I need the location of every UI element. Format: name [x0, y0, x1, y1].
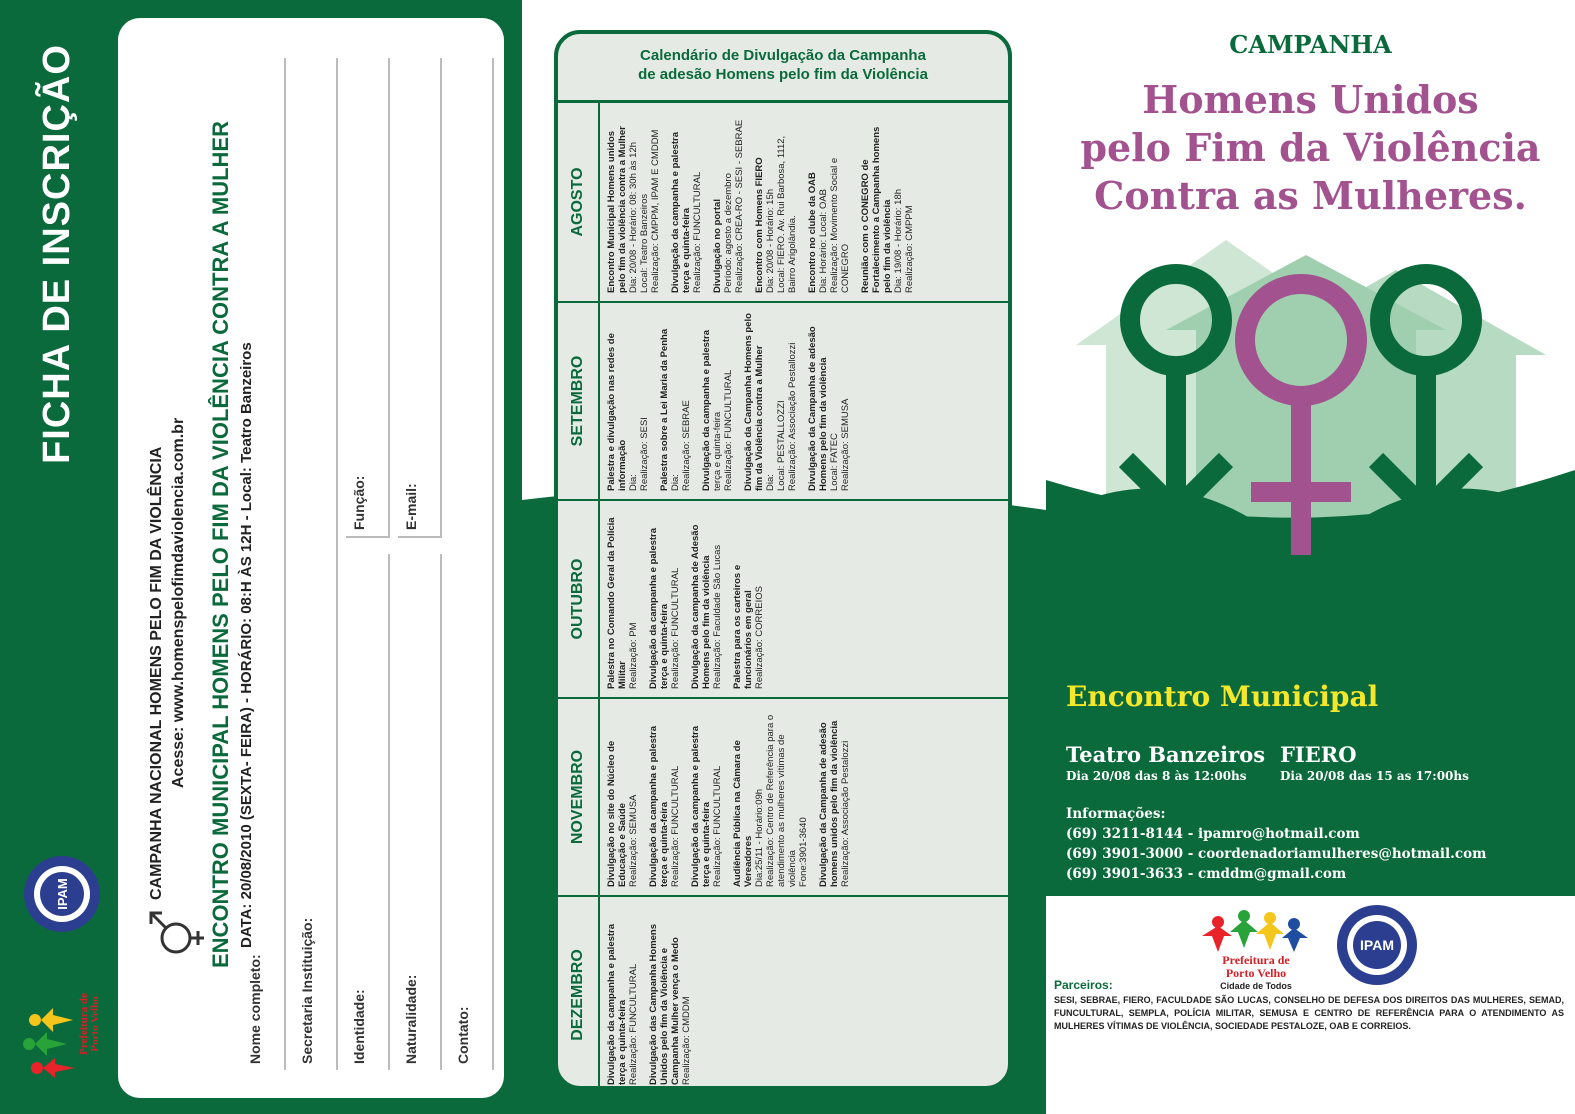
field-secretaria-label: Secretaria Instituição: [299, 917, 315, 1064]
field-naturalidade[interactable] [398, 554, 442, 1070]
event-detail: Dia:25/11 - Horário:09h [754, 788, 765, 887]
event-detail: Realização: Centro de Referência para o atendimento as mulheres vítimas de violência [765, 714, 798, 887]
venue-teatro-date: Dia 20/08 das 8 às 12:00hs [1066, 769, 1247, 783]
site-line: Acesse: www.homenspelofimdaviolencia.com.br [170, 417, 187, 788]
calendar-panel [522, 0, 1046, 1114]
venus-mars-icon [142, 904, 206, 968]
svg-text:IPAM: IPAM [55, 878, 70, 910]
calendar-event [743, 311, 798, 491]
event-detail: Realização: Associação Pestalozzi [840, 740, 851, 887]
event-title: Divulgação da campanha e palestra terça e quinta-feira [606, 923, 628, 1085]
registration-form-panel [0, 0, 522, 1114]
event-title: Divulgação da Campanha de adesão homens unidos pelo fim da violência [818, 720, 840, 887]
venue-fiero-name: FIERO [1280, 742, 1357, 767]
field-nome-label: Nome completo: [247, 954, 263, 1064]
field-identidade-label: Identidade: [351, 989, 367, 1064]
event-heading: Encontro Municipal [1066, 680, 1379, 713]
calendar-event [606, 905, 639, 1085]
venue-fiero-date: Dia 20/08 das 15 as 17:00hs [1280, 769, 1469, 783]
event-title: Divulgação da campanha e palestra [701, 329, 712, 491]
form-card [118, 18, 504, 1098]
event-title: Encontro no clube da OAB [807, 172, 818, 293]
calendar-title [558, 34, 1008, 100]
field-email[interactable] [398, 58, 442, 538]
campaign-line: CAMPANHA NACIONAL HOMENS PELO FIM DA VIOLÊNCIA [148, 446, 165, 900]
calendar-month-novembro [558, 697, 1008, 895]
event-detail: Realização: FUNCULTURAL [692, 171, 703, 293]
event-detail: Período: agosto a dezembro [723, 173, 734, 293]
event-detail: Realização: Faculdade São Lucas [712, 544, 723, 689]
event-detail: Dia: 19/08 - Horário: 18h [893, 188, 904, 293]
calendar-grid [558, 103, 1008, 1090]
calendar-event [659, 311, 692, 491]
field-identidade[interactable] [346, 554, 390, 1070]
calendar-month-dezembro [558, 895, 1008, 1090]
event-detail: Realização: CMDDM [681, 996, 692, 1085]
prefeitura-logo [15, 964, 105, 1084]
month-header: SETEMBRO [558, 303, 600, 499]
event-detail: Realização: FUNCULTURAL [670, 765, 681, 887]
calendar-event [606, 707, 639, 887]
month-header: DEZEMBRO [558, 897, 600, 1090]
partners-box [1046, 896, 1575, 1030]
month-events [600, 897, 707, 1090]
contact-line-3: (69) 3901-3633 - cmddm@gmail.com [1066, 866, 1347, 882]
field-secretaria[interactable] [294, 58, 338, 1070]
calendar-event [732, 707, 809, 887]
partners-title: Parceiros: [1054, 978, 1113, 992]
calendar-event [712, 111, 745, 293]
month-events [600, 303, 866, 499]
field-contato-label: Contato: [455, 1006, 471, 1064]
calendar-event [606, 311, 650, 491]
event-detail: Realização: FUNCULTURAL [712, 765, 723, 887]
svg-text:Porto Velho: Porto Velho [1225, 966, 1287, 980]
event-detail: Local: FIERO. Av. Rui Barbosa, 1112, Bairro Arigolândia. [776, 135, 798, 293]
calendar-month-setembro [558, 301, 1008, 499]
event-title: ENCONTRO MUNICIPAL HOMENS PELO FIM DA VIOLÊNCIA CONTRA A MULHER [208, 121, 233, 968]
calendar-box [554, 30, 1012, 1090]
event-details: DATA: 20/08/2010 (SEXTA- FEIRA) - HORÁRIO: 08:H ÀS 12H - Local: Teatro Banzeiros [238, 342, 255, 948]
calendar-event [807, 311, 851, 491]
calendar-event [860, 111, 915, 293]
event-detail: Realização: PM [628, 622, 639, 689]
event-detail: Realização: SEMUSA [840, 398, 851, 491]
month-events [600, 103, 930, 301]
calendar-event [670, 111, 703, 293]
event-detail: Realização: CREA-RO - SESI - SEBRAE [734, 119, 745, 293]
calendar-event [690, 509, 723, 689]
month-header: AGOSTO [558, 103, 600, 301]
event-title: Palestra no Comando Geral da Polícia Militar [606, 517, 628, 689]
event-detail: terça e quinta-feira [712, 411, 723, 491]
month-events [600, 501, 780, 697]
event-title: Divulgação das Campanha Homens Unidos pelo fim da Violência e Campanha Mulher vença o Medo [648, 923, 681, 1085]
event-title: Divulgação da campanha e palestra terça e quinta-feira [670, 131, 692, 293]
event-title: Encontro com Homens FIERO [754, 157, 765, 293]
calendar-title-line1: Calendário de Divulgação da Campanha [640, 47, 926, 64]
calendar-event [606, 509, 639, 689]
venue-teatro-name: Teatro Banzeiros [1066, 742, 1266, 767]
event-detail: Dia: [628, 474, 639, 491]
event-detail: Realização: CMPPM [904, 205, 915, 293]
event-title: Divulgação da campanha e palestra terça e quinta-feira [648, 725, 670, 887]
calendar-event [732, 509, 765, 689]
event-title: Divulgação no site do Núcleo de Educação e Saúde [606, 740, 628, 887]
event-title: Palestra sobre a Lei Maria da Penha [659, 328, 670, 491]
calendar-event [754, 111, 798, 293]
svg-text:Prefeitura de: Prefeitura de [78, 993, 90, 1055]
form-title: FICHA DE INSCRIÇÃO [35, 44, 78, 464]
field-funcao[interactable] [346, 58, 390, 538]
field-naturalidade-label: Naturalidade: [403, 974, 419, 1064]
event-detail: Realização: CMPPM, IPAM E CMDDM [650, 129, 661, 293]
calendar-month-outubro [558, 499, 1008, 697]
headline-line-3: Contra as Mulheres. [1094, 173, 1527, 218]
cover-panel [1046, 0, 1575, 1114]
event-detail: Realização: FUNCULTURAL [670, 567, 681, 689]
field-nome[interactable] [242, 58, 286, 1070]
event-detail: Dia: 20/08 - Horário: 08: 30h às 12h [628, 141, 639, 293]
event-detail: Realização: FUNCULTURAL [723, 369, 734, 491]
event-title: Divulgação da Campanha Homens pelo fim da Violência contra a Mulher [743, 313, 765, 491]
form-logos [10, 854, 110, 1094]
calendar-title-line2: de adesão Homens pelo fim da Violência [638, 66, 928, 83]
info-title: Informações: [1066, 806, 1166, 822]
calendar-event [648, 509, 681, 689]
event-title: Divulgação no portal [712, 199, 723, 293]
headline-line-2: pelo Fim da Violência [1080, 125, 1541, 170]
calendar-event [690, 707, 723, 887]
event-detail: Realização: Associação Pestallozzi [787, 342, 798, 491]
prefeitura-logo-large [1196, 906, 1316, 992]
website-url[interactable]: http://www.homenspelofimdaviolencia.com.br [1081, 1066, 1540, 1087]
headline-line-1: Homens Unidos [1142, 77, 1479, 122]
contact-info [1066, 804, 1486, 884]
field-funcao-label: Função: [351, 475, 367, 530]
event-detail: Dia: Horário: Local: OAB [818, 188, 829, 293]
calendar-event [648, 905, 692, 1085]
field-email-label: E-mail: [403, 483, 419, 530]
venue-teatro [1066, 742, 1265, 783]
event-detail: Local: PESTALLOZZI [776, 400, 787, 491]
event-detail: Local: Teatro Banzeiros [639, 193, 650, 293]
calendar-event [818, 707, 851, 887]
event-title: Divulgação da campanha e palestra terça e quinta-feira [648, 527, 670, 689]
contact-line-1: (69) 3211-8144 - ipamro@hotmail.com [1066, 826, 1360, 842]
partners-text: SESI, SEBRAE, FIERO, FACULDADE SÃO LUCAS, CONSELHO DE DEFESA DOS DIREITOS DAS MULHERES, SEMAD, FUNCULTURAL, SEMPLA, POLÍCIA MILITAR, SEMUSA E CENTRO DE REFERÊNCIA PARA O ATENDIMENTO AS MULHERES VÍTIMAS DE VIOLÊNCIA, SOCIEDADE PESTALOZE, OAB E CORREIOS. [1054, 995, 1564, 1031]
event-detail: Realização: SESI [639, 417, 650, 491]
event-detail: Dia: [670, 474, 681, 491]
event-title: Divulgação da campanha de Adesão Homens pelo fim da violência [690, 524, 712, 689]
calendar-event [807, 111, 851, 293]
ipam-logo [22, 854, 102, 934]
event-title: Palestra para os carteiros e funcionários em geral [732, 564, 754, 689]
svg-text:Prefeitura de: Prefeitura de [1222, 953, 1290, 967]
campaign-label: CAMPANHA [1229, 30, 1392, 59]
event-detail: Realização: CORREIOS [754, 586, 765, 689]
calendar-month-agosto [558, 103, 1008, 301]
field-contato[interactable] [450, 58, 494, 1070]
event-title: Divulgação da campanha e palestra terça e quinta-feira [690, 725, 712, 887]
month-events [600, 699, 866, 895]
event-title: Audiência Pública na Câmara de Vereadores [732, 740, 754, 887]
calendar-event [701, 311, 734, 491]
event-title: Divulgação da Campanha de adesão Homens pelo fim da violência [807, 326, 829, 491]
month-header: OUTUBRO [558, 501, 600, 697]
svg-text:Cidade de Todos: Cidade de Todos [1220, 981, 1292, 991]
event-detail: Dia: [765, 474, 776, 491]
calendar-event [648, 707, 681, 887]
calendar-event [606, 111, 661, 293]
event-title: Encontro Municipal Homens unidos pelo fim da violência contra a Mulher [606, 126, 628, 293]
calendar-grid-wrap [558, 100, 1008, 1090]
event-detail: Realização: SEBRAE [681, 400, 692, 491]
event-detail: Local: FATEC [829, 433, 840, 491]
event-detail: Realização: Movimento Social e CONEGRO [829, 157, 851, 293]
venue-fiero [1280, 742, 1469, 783]
cover-headline [1046, 76, 1575, 220]
ipam-logo-large [1334, 902, 1420, 988]
registration-form-rotated [0, 0, 522, 1114]
event-detail: Dia: 20/08 - Horário: 15h [765, 188, 776, 293]
event-title: Palestra e divulgação nas redes de informação [606, 333, 628, 491]
event-detail: Realização: FUNCULTURAL [628, 963, 639, 1085]
event-detail: Fone:3901-3640 [798, 817, 809, 887]
event-title: Reunião com o CONEGRO de Fortalecimento a Campanha homens pelo fim da violência [860, 126, 893, 293]
contact-line-2: (69) 3901-3000 - coordenadoriamulheres@hotmail.com [1066, 846, 1487, 862]
svg-text:Porto Velho: Porto Velho [89, 996, 101, 1052]
month-header: NOVEMBRO [558, 699, 600, 895]
svg-text:IPAM: IPAM [1360, 937, 1394, 953]
event-detail: Realização: SEMUSA [628, 794, 639, 887]
